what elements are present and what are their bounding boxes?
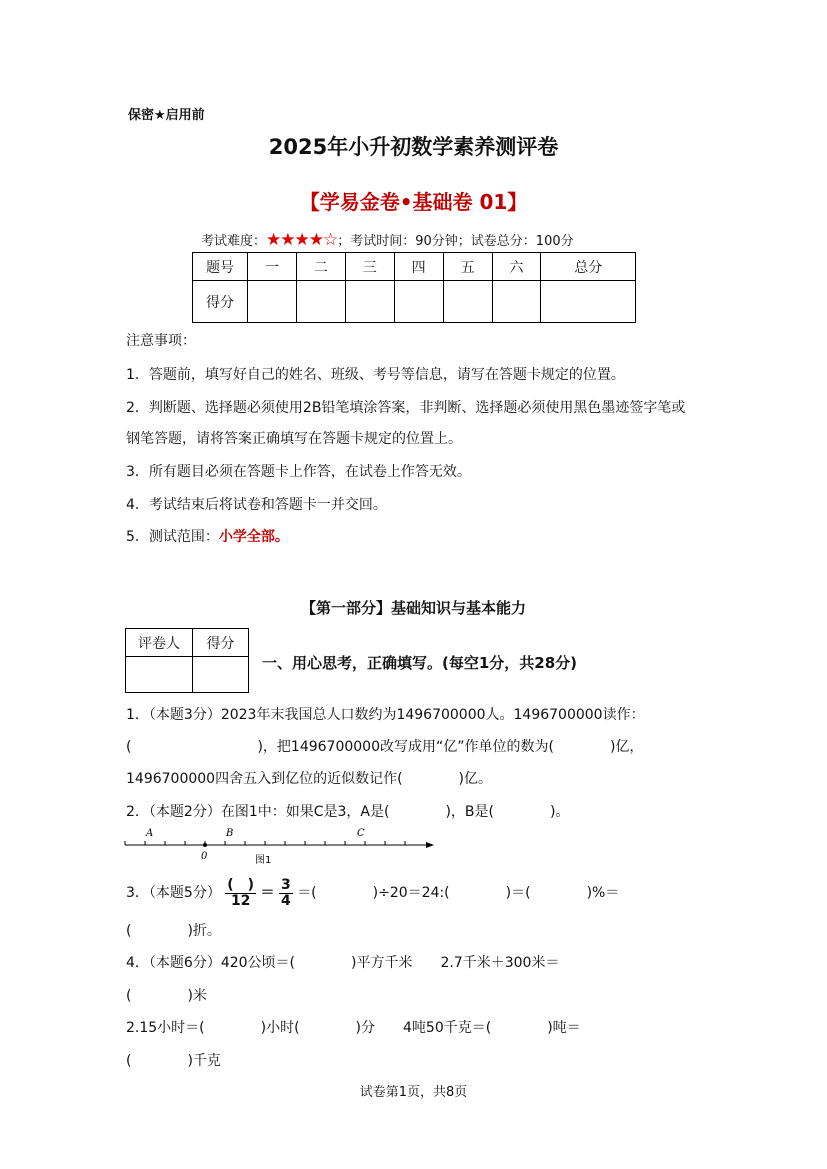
equals-sign: ＝ [260, 885, 275, 901]
grader-cell[interactable] [126, 657, 193, 693]
question-1-line: ( )，把1496700000改写成用“亿”作单位的数为( )亿， [126, 739, 644, 755]
score-table [192, 252, 636, 323]
note-scope [126, 526, 289, 546]
exam-time-text: ；考试时间：90分钟；试卷总分：100分 [337, 234, 574, 249]
note-scope-value: 小学全部。 [218, 529, 289, 545]
star-filled-icon: ★ [266, 230, 281, 250]
grader-score-label: 得分 [193, 629, 249, 657]
score-cell[interactable] [394, 281, 443, 323]
page-title: 2025年小升初数学素养测评卷 [268, 135, 559, 159]
note-scope-prefix: 5．测试范围： [126, 529, 219, 545]
score-table-col: 一 [248, 253, 297, 281]
star-filled-icon: ★ [308, 230, 324, 250]
score-table-col: 五 [443, 253, 492, 281]
grader-label: 评卷人 [126, 629, 193, 657]
score-table-col: 四 [394, 253, 443, 281]
note-item: 1．答题前，填写好自己的姓名、班级、考号等信息，请写在答题卡规定的位置。 [126, 367, 625, 383]
score-table-col: 三 [345, 253, 394, 281]
score-cell[interactable] [345, 281, 394, 323]
score-table-col: 总分 [541, 253, 636, 281]
question-3-prefix: 3．（本题5分） [126, 885, 221, 901]
number-line-ticks [125, 841, 405, 845]
score-table-col: 二 [296, 253, 345, 281]
question-4-line: ( )千克 [126, 1053, 221, 1069]
question-2-line: 2．（本题2分）在图1中：如果C是3，A是( )，B是( )。 [126, 804, 570, 820]
question-3-rest: ＝( )÷20＝24:( )＝( )%＝ [297, 885, 620, 901]
fraction-numerator: ( ) [227, 876, 255, 893]
fraction-blank-over-12 [225, 878, 256, 909]
exam-info [201, 230, 574, 250]
note-item: 2．判断题、选择题必须使用2B铅笔填涂答案，非判断、选择题必须使用黑色墨迹签字笔或 [126, 400, 686, 416]
figure-caption: 图1 [255, 855, 272, 866]
grader-score-cell[interactable] [193, 657, 249, 693]
fraction-denominator: 12 [230, 892, 251, 909]
star-empty-icon: ☆ [323, 230, 338, 250]
label-a: A [146, 828, 154, 839]
note-item: 钢笔答题，请将答案正确填写在答题卡规定的位置上。 [126, 431, 462, 447]
score-table-row-label: 得分 [193, 281, 248, 323]
score-cell[interactable] [541, 281, 636, 323]
fraction-three-quarters [279, 878, 293, 909]
score-cell[interactable] [248, 281, 297, 323]
number-line-arrow-icon [426, 842, 434, 848]
fraction-denominator: 4 [280, 892, 291, 909]
score-cell[interactable] [296, 281, 345, 323]
score-cell[interactable] [443, 281, 492, 323]
zero-point [203, 843, 207, 847]
page-subtitle: 【学易金卷•基础卷 01】 [299, 190, 528, 214]
question-1-line: 1．（本题3分）2023年末我国总人口数约为1496700000人。1496700000读作： [126, 707, 645, 723]
question-3-line [126, 876, 619, 910]
fraction-numerator: 3 [280, 876, 291, 893]
difficulty-stars [266, 230, 337, 250]
score-table-col: 六 [492, 253, 541, 281]
question-4-line: 2.15小时＝( )小时( )分 4吨50千克＝( )吨＝ [126, 1020, 581, 1036]
question-4-line: ( )米 [126, 988, 207, 1004]
star-filled-icon: ★ [280, 230, 295, 250]
note-item: 3．所有题目必须在答题卡上作答，在试卷上作答无效。 [126, 464, 471, 480]
notes-heading: 注意事项： [126, 333, 196, 349]
label-zero: 0 [201, 851, 208, 862]
score-cell[interactable] [492, 281, 541, 323]
note-item: 4．考试结束后将试卷和答题卡一并交回。 [126, 497, 387, 513]
score-table-header-label: 题号 [193, 253, 248, 281]
difficulty-label: 考试难度： [201, 234, 267, 249]
question-3-line: ( )折。 [126, 923, 221, 939]
secret-label: 保密★启用前 [128, 108, 205, 123]
label-b: B [226, 828, 234, 839]
grader-table [125, 628, 249, 693]
question-1-line: 1496700000四舍五入到亿位的近似数记作( )亿。 [126, 771, 492, 787]
number-line-figure [120, 824, 440, 870]
star-filled-icon: ★ [294, 230, 309, 250]
page-footer: 试卷第1页，共8页 [359, 1085, 468, 1100]
section-heading: 【第一部分】基础知识与基本能力 [300, 599, 526, 617]
question-4-line: 4．（本题6分）420公顷＝( )平方千米 2.7千米＋300米＝ [126, 955, 560, 971]
part-title: 一、用心思考，正确填写。(每空1分，共28分) [262, 654, 578, 672]
label-c: C [357, 828, 365, 839]
